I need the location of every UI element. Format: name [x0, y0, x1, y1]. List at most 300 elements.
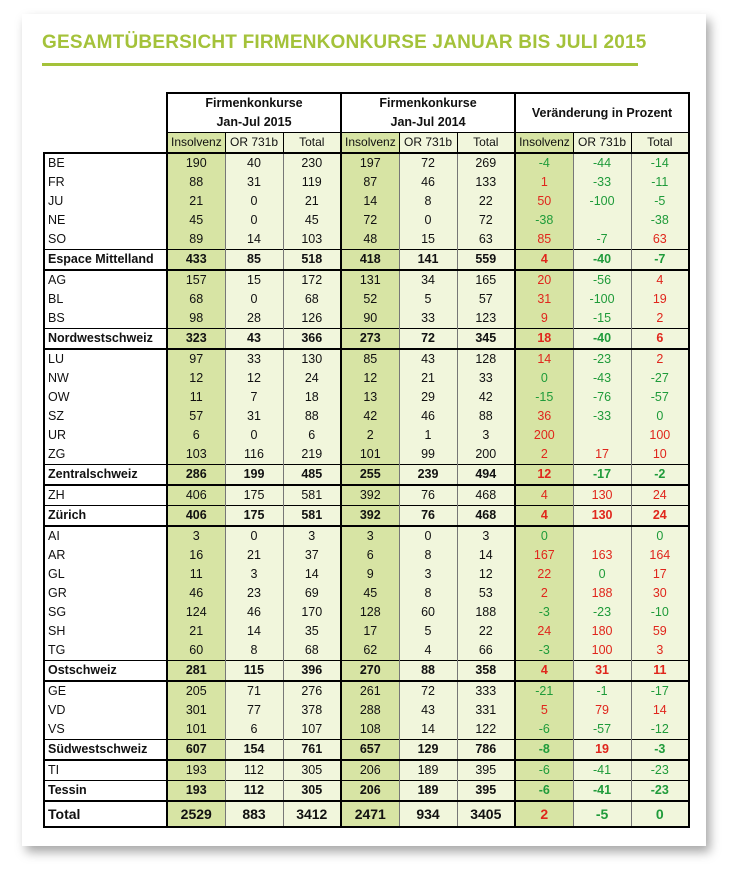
cell-insolvenz-2014: 418	[341, 250, 399, 271]
sub-header-change-total: Total	[631, 133, 689, 154]
cell-insolvenz-2014: 45	[341, 584, 399, 603]
group-header-2015-line2: Jan-Jul 2015	[216, 115, 292, 129]
cell-insolvenz-2014: 270	[341, 661, 399, 682]
table-body	[44, 153, 689, 827]
cell-change-total: 24	[631, 485, 689, 506]
cell-total-2015: 485	[283, 465, 341, 486]
cell-or731b-2014: 8	[399, 584, 457, 603]
cell-insolvenz-2015: 98	[167, 309, 225, 329]
title-underline	[42, 63, 638, 66]
cell-change-total: 17	[631, 565, 689, 584]
group-header-2014-line1: Firmenkonkurse	[379, 96, 477, 110]
cell-change-insolvenz: 14	[515, 349, 573, 369]
table-row	[44, 584, 689, 603]
cell-total-2014: 53	[457, 584, 515, 603]
cell-change-or731b: -41	[573, 781, 631, 802]
cell-or731b-2015: 883	[225, 801, 283, 827]
cell-insolvenz-2014: 101	[341, 445, 399, 465]
cell-insolvenz-2015: 97	[167, 349, 225, 369]
cell-insolvenz-2014: 14	[341, 192, 399, 211]
cell-change-total: -14	[631, 153, 689, 173]
cell-total-2015: 518	[283, 250, 341, 271]
cell-or731b-2015: 46	[225, 603, 283, 622]
cell-or731b-2015: 116	[225, 445, 283, 465]
cell-total-2014: 559	[457, 250, 515, 271]
cell-total-2015: 126	[283, 309, 341, 329]
cell-or731b-2015: 43	[225, 329, 283, 350]
sub-header-2015-or731b: OR 731b	[225, 133, 283, 154]
group-header-change: Veränderung in Prozent	[515, 93, 689, 133]
group-header-2015	[167, 93, 341, 133]
group-header-2014	[341, 93, 515, 133]
cell-total-2014: 57	[457, 290, 515, 309]
cell-change-or731b: 19	[573, 740, 631, 761]
cell-insolvenz-2015: 301	[167, 701, 225, 720]
cell-or731b-2014: 189	[399, 781, 457, 802]
cell-total-2015: 107	[283, 720, 341, 740]
cell-insolvenz-2014: 9	[341, 565, 399, 584]
cell-total-2015: 88	[283, 407, 341, 426]
cell-insolvenz-2015: 11	[167, 388, 225, 407]
cell-or731b-2015: 14	[225, 622, 283, 641]
table-row	[44, 153, 689, 173]
cell-or731b-2015: 0	[225, 290, 283, 309]
table-row	[44, 760, 689, 781]
cell-change-total: -23	[631, 760, 689, 781]
sub-header-row	[44, 133, 689, 154]
document-sheet	[22, 14, 706, 846]
table-row	[44, 565, 689, 584]
cell-or731b-2015: 31	[225, 173, 283, 192]
table-row	[44, 526, 689, 546]
cell-insolvenz-2015: 6	[167, 426, 225, 445]
sub-header-2015-insolvenz: Insolvenz	[167, 133, 225, 154]
cell-change-or731b: 31	[573, 661, 631, 682]
cell-total-2015: 18	[283, 388, 341, 407]
table-row	[44, 485, 689, 506]
cell-or731b-2014: 5	[399, 290, 457, 309]
cell-change-total: 6	[631, 329, 689, 350]
cell-insolvenz-2014: 255	[341, 465, 399, 486]
cell-change-total: -7	[631, 250, 689, 271]
row-label: ZH	[44, 485, 167, 506]
row-label: AG	[44, 270, 167, 290]
cell-insolvenz-2014: 52	[341, 290, 399, 309]
cell-change-insolvenz: 2	[515, 584, 573, 603]
cell-change-or731b: -33	[573, 173, 631, 192]
row-label: Zürich	[44, 506, 167, 527]
cell-total-2015: 130	[283, 349, 341, 369]
cell-or731b-2015: 0	[225, 426, 283, 445]
cell-change-or731b: 188	[573, 584, 631, 603]
table-row	[44, 720, 689, 740]
cell-change-or731b: -1	[573, 681, 631, 701]
cell-change-or731b: -40	[573, 329, 631, 350]
table-row	[44, 270, 689, 290]
cell-total-2015: 69	[283, 584, 341, 603]
table-row	[44, 622, 689, 641]
cell-or731b-2015: 12	[225, 369, 283, 388]
table-row	[44, 211, 689, 230]
cell-or731b-2015: 28	[225, 309, 283, 329]
region-sum-row	[44, 661, 689, 682]
sub-header-change-or731b: OR 731b	[573, 133, 631, 154]
sub-header-change-insolvenz: Insolvenz	[515, 133, 573, 154]
cell-total-2014: 395	[457, 760, 515, 781]
cell-total-2015: 68	[283, 641, 341, 661]
cell-total-2014: 165	[457, 270, 515, 290]
cell-or731b-2015: 0	[225, 192, 283, 211]
cell-or731b-2015: 199	[225, 465, 283, 486]
cell-insolvenz-2014: 392	[341, 485, 399, 506]
cell-change-total: 30	[631, 584, 689, 603]
cell-insolvenz-2015: 88	[167, 173, 225, 192]
row-label: SZ	[44, 407, 167, 426]
cell-total-2014: 12	[457, 565, 515, 584]
cell-change-total: 2	[631, 349, 689, 369]
cell-total-2015: 68	[283, 290, 341, 309]
cell-or731b-2015: 23	[225, 584, 283, 603]
row-label: GR	[44, 584, 167, 603]
cell-or731b-2015: 154	[225, 740, 283, 761]
cell-change-insolvenz: 2	[515, 445, 573, 465]
cell-total-2015: 219	[283, 445, 341, 465]
cell-total-2014: 88	[457, 407, 515, 426]
row-label: NE	[44, 211, 167, 230]
cell-change-total: 164	[631, 546, 689, 565]
region-sum-row	[44, 740, 689, 761]
cell-or731b-2014: 15	[399, 230, 457, 250]
cell-or731b-2015: 0	[225, 526, 283, 546]
table-row	[44, 230, 689, 250]
cell-or731b-2014: 0	[399, 211, 457, 230]
cell-change-or731b: -56	[573, 270, 631, 290]
table-row	[44, 290, 689, 309]
cell-change-total: -38	[631, 211, 689, 230]
cell-or731b-2014: 46	[399, 173, 457, 192]
cell-change-total: -23	[631, 781, 689, 802]
cell-change-total: 14	[631, 701, 689, 720]
cell-or731b-2014: 5	[399, 622, 457, 641]
row-label: VD	[44, 701, 167, 720]
cell-total-2015: 305	[283, 781, 341, 802]
cell-or731b-2014: 43	[399, 701, 457, 720]
cell-total-2014: 333	[457, 681, 515, 701]
cell-or731b-2015: 85	[225, 250, 283, 271]
cell-or731b-2014: 72	[399, 329, 457, 350]
cell-insolvenz-2014: 12	[341, 369, 399, 388]
cell-or731b-2014: 29	[399, 388, 457, 407]
table-row	[44, 603, 689, 622]
cell-insolvenz-2014: 3	[341, 526, 399, 546]
cell-or731b-2014: 3	[399, 565, 457, 584]
cell-total-2014: 468	[457, 485, 515, 506]
region-sum-row	[44, 329, 689, 350]
cell-total-2014: 468	[457, 506, 515, 527]
row-label: Südwestschweiz	[44, 740, 167, 761]
cell-change-total: 0	[631, 801, 689, 827]
cell-change-total: -10	[631, 603, 689, 622]
cell-change-or731b: 17	[573, 445, 631, 465]
cell-insolvenz-2015: 286	[167, 465, 225, 486]
header-corner	[44, 93, 167, 133]
cell-change-insolvenz: -38	[515, 211, 573, 230]
cell-or731b-2015: 175	[225, 506, 283, 527]
cell-or731b-2014: 72	[399, 153, 457, 173]
cell-or731b-2014: 34	[399, 270, 457, 290]
grand-total-row	[44, 801, 689, 827]
cell-or731b-2014: 1	[399, 426, 457, 445]
cell-total-2014: 63	[457, 230, 515, 250]
cell-change-insolvenz: 200	[515, 426, 573, 445]
cell-change-or731b: -15	[573, 309, 631, 329]
cell-change-insolvenz: -3	[515, 641, 573, 661]
cell-change-total: -11	[631, 173, 689, 192]
row-label: BE	[44, 153, 167, 173]
table-row	[44, 388, 689, 407]
cell-total-2015: 3	[283, 526, 341, 546]
cell-insolvenz-2015: 89	[167, 230, 225, 250]
cell-change-or731b: -40	[573, 250, 631, 271]
cell-or731b-2014: 21	[399, 369, 457, 388]
cell-total-2014: 42	[457, 388, 515, 407]
cell-change-insolvenz: -15	[515, 388, 573, 407]
region-sum-row	[44, 781, 689, 802]
cell-change-or731b: 0	[573, 565, 631, 584]
cell-insolvenz-2014: 17	[341, 622, 399, 641]
cell-change-or731b: -100	[573, 192, 631, 211]
cell-change-insolvenz: -21	[515, 681, 573, 701]
cell-or731b-2014: 141	[399, 250, 457, 271]
cell-total-2015: 24	[283, 369, 341, 388]
cell-insolvenz-2014: 288	[341, 701, 399, 720]
cell-total-2015: 305	[283, 760, 341, 781]
cell-or731b-2015: 71	[225, 681, 283, 701]
cell-change-total: 4	[631, 270, 689, 290]
cell-change-insolvenz: 50	[515, 192, 573, 211]
cell-insolvenz-2014: 42	[341, 407, 399, 426]
cell-or731b-2014: 76	[399, 485, 457, 506]
cell-change-insolvenz: 36	[515, 407, 573, 426]
table-row	[44, 681, 689, 701]
cell-total-2015: 3412	[283, 801, 341, 827]
cell-insolvenz-2015: 205	[167, 681, 225, 701]
row-label: UR	[44, 426, 167, 445]
cell-insolvenz-2014: 13	[341, 388, 399, 407]
cell-change-or731b: -76	[573, 388, 631, 407]
cell-total-2014: 22	[457, 192, 515, 211]
cell-change-total: 0	[631, 526, 689, 546]
cell-insolvenz-2014: 85	[341, 349, 399, 369]
cell-insolvenz-2015: 124	[167, 603, 225, 622]
cell-total-2015: 366	[283, 329, 341, 350]
table-row	[44, 349, 689, 369]
sub-header-2014-or731b: OR 731b	[399, 133, 457, 154]
sub-header-2014-total: Total	[457, 133, 515, 154]
row-label: GL	[44, 565, 167, 584]
cell-or731b-2014: 129	[399, 740, 457, 761]
cell-or731b-2014: 99	[399, 445, 457, 465]
cell-change-or731b: -23	[573, 349, 631, 369]
cell-total-2014: 269	[457, 153, 515, 173]
cell-total-2014: 123	[457, 309, 515, 329]
cell-total-2014: 494	[457, 465, 515, 486]
cell-total-2015: 103	[283, 230, 341, 250]
cell-change-total: 59	[631, 622, 689, 641]
cell-change-insolvenz: 9	[515, 309, 573, 329]
cell-or731b-2014: 46	[399, 407, 457, 426]
cell-insolvenz-2014: 108	[341, 720, 399, 740]
cell-or731b-2014: 8	[399, 192, 457, 211]
cell-change-total: -17	[631, 681, 689, 701]
cell-change-total: 24	[631, 506, 689, 527]
cell-total-2014: 22	[457, 622, 515, 641]
cell-insolvenz-2015: 607	[167, 740, 225, 761]
cell-insolvenz-2014: 206	[341, 781, 399, 802]
cell-total-2014: 188	[457, 603, 515, 622]
cell-change-insolvenz: 0	[515, 526, 573, 546]
cell-change-or731b: -5	[573, 801, 631, 827]
cell-insolvenz-2015: 3	[167, 526, 225, 546]
cell-insolvenz-2014: 62	[341, 641, 399, 661]
cell-insolvenz-2015: 157	[167, 270, 225, 290]
cell-change-insolvenz: 4	[515, 661, 573, 682]
cell-insolvenz-2015: 406	[167, 485, 225, 506]
cell-change-total: -57	[631, 388, 689, 407]
cell-total-2015: 761	[283, 740, 341, 761]
cell-insolvenz-2014: 657	[341, 740, 399, 761]
cell-change-insolvenz: 18	[515, 329, 573, 350]
cell-change-or731b: -7	[573, 230, 631, 250]
cell-change-or731b: -44	[573, 153, 631, 173]
cell-change-or731b: -43	[573, 369, 631, 388]
cell-change-insolvenz: 1	[515, 173, 573, 192]
cell-insolvenz-2014: 261	[341, 681, 399, 701]
cell-or731b-2015: 112	[225, 760, 283, 781]
table-row	[44, 445, 689, 465]
cell-insolvenz-2015: 103	[167, 445, 225, 465]
cell-change-or731b: -41	[573, 760, 631, 781]
cell-insolvenz-2014: 72	[341, 211, 399, 230]
cell-insolvenz-2014: 90	[341, 309, 399, 329]
cell-change-insolvenz: 85	[515, 230, 573, 250]
cell-change-or731b	[573, 426, 631, 445]
row-label: Nordwestschweiz	[44, 329, 167, 350]
cell-or731b-2015: 33	[225, 349, 283, 369]
cell-or731b-2015: 112	[225, 781, 283, 802]
cell-change-or731b: -17	[573, 465, 631, 486]
cell-insolvenz-2015: 406	[167, 506, 225, 527]
table-row	[44, 407, 689, 426]
cell-insolvenz-2014: 392	[341, 506, 399, 527]
cell-total-2015: 21	[283, 192, 341, 211]
cell-change-insolvenz: 31	[515, 290, 573, 309]
cell-or731b-2014: 88	[399, 661, 457, 682]
cell-or731b-2015: 15	[225, 270, 283, 290]
cell-total-2014: 133	[457, 173, 515, 192]
cell-insolvenz-2015: 16	[167, 546, 225, 565]
table-row	[44, 426, 689, 445]
cell-insolvenz-2015: 46	[167, 584, 225, 603]
cell-or731b-2014: 60	[399, 603, 457, 622]
cell-change-total: 19	[631, 290, 689, 309]
row-label: SO	[44, 230, 167, 250]
cell-change-total: 63	[631, 230, 689, 250]
cell-total-2015: 276	[283, 681, 341, 701]
cell-insolvenz-2014: 87	[341, 173, 399, 192]
cell-total-2015: 45	[283, 211, 341, 230]
cell-change-total: -2	[631, 465, 689, 486]
cell-insolvenz-2014: 128	[341, 603, 399, 622]
cell-total-2015: 119	[283, 173, 341, 192]
sub-header-2014-insolvenz: Insolvenz	[341, 133, 399, 154]
cell-total-2014: 72	[457, 211, 515, 230]
cell-insolvenz-2015: 57	[167, 407, 225, 426]
cell-change-or731b: 130	[573, 506, 631, 527]
cell-or731b-2015: 31	[225, 407, 283, 426]
cell-or731b-2014: 8	[399, 546, 457, 565]
cell-change-total: 10	[631, 445, 689, 465]
cell-change-or731b: 100	[573, 641, 631, 661]
cell-insolvenz-2015: 323	[167, 329, 225, 350]
cell-insolvenz-2015: 433	[167, 250, 225, 271]
cell-change-or731b: 79	[573, 701, 631, 720]
cell-change-or731b	[573, 526, 631, 546]
row-label: BS	[44, 309, 167, 329]
cell-or731b-2014: 239	[399, 465, 457, 486]
cell-change-insolvenz: -6	[515, 760, 573, 781]
cell-or731b-2015: 14	[225, 230, 283, 250]
cell-insolvenz-2014: 2	[341, 426, 399, 445]
cell-or731b-2014: 934	[399, 801, 457, 827]
cell-or731b-2015: 115	[225, 661, 283, 682]
cell-change-or731b: 163	[573, 546, 631, 565]
cell-total-2014: 3	[457, 426, 515, 445]
cell-insolvenz-2014: 197	[341, 153, 399, 173]
bankruptcy-table	[43, 92, 690, 828]
cell-insolvenz-2015: 11	[167, 565, 225, 584]
cell-or731b-2014: 14	[399, 720, 457, 740]
row-label: Espace Mittelland	[44, 250, 167, 271]
cell-total-2014: 128	[457, 349, 515, 369]
cell-total-2015: 581	[283, 485, 341, 506]
cell-total-2014: 3	[457, 526, 515, 546]
cell-change-total: 0	[631, 407, 689, 426]
sub-header-2015-total: Total	[283, 133, 341, 154]
cell-or731b-2015: 77	[225, 701, 283, 720]
cell-or731b-2014: 72	[399, 681, 457, 701]
cell-change-total: -5	[631, 192, 689, 211]
cell-change-total: 100	[631, 426, 689, 445]
row-label: NW	[44, 369, 167, 388]
cell-change-insolvenz: -8	[515, 740, 573, 761]
cell-insolvenz-2014: 2471	[341, 801, 399, 827]
cell-total-2015: 35	[283, 622, 341, 641]
group-header-2014-line2: Jan-Jul 2014	[390, 115, 466, 129]
row-label: Zentralschweiz	[44, 465, 167, 486]
cell-total-2014: 33	[457, 369, 515, 388]
cell-or731b-2015: 8	[225, 641, 283, 661]
cell-change-insolvenz: 4	[515, 250, 573, 271]
cell-change-insolvenz: -6	[515, 720, 573, 740]
cell-or731b-2014: 43	[399, 349, 457, 369]
row-label: SH	[44, 622, 167, 641]
cell-insolvenz-2015: 60	[167, 641, 225, 661]
cell-change-total: -27	[631, 369, 689, 388]
row-label: OW	[44, 388, 167, 407]
table-row	[44, 309, 689, 329]
region-sum-row	[44, 465, 689, 486]
